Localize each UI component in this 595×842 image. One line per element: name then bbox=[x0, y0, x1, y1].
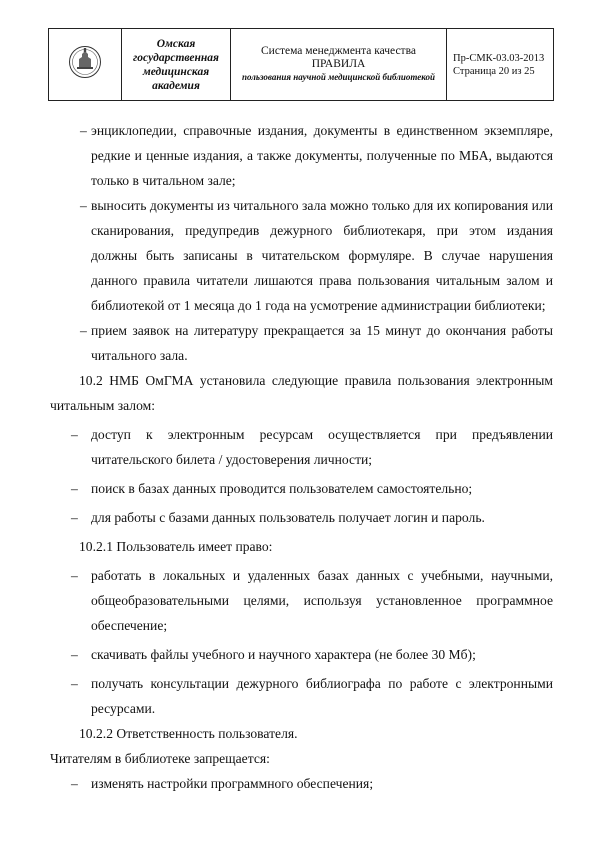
list-item bbox=[50, 505, 553, 530]
list-item bbox=[50, 771, 553, 796]
list-item-text: выносить документы из читального зала можно только для их копирования или сканирования, предупредив дежурного библиотекаря, при этом издания должны быть записаны в читательском формуляре. В случае нарушения данного правила читатели лишаются права пользования читальным залом и библиотекой от 1 месяца до 1 года на усмотрение администрации библиотеки; bbox=[91, 198, 553, 313]
list-item-text: для работы с базами данных пользователь получает логин и пароль. bbox=[91, 510, 485, 525]
doc-code: Пр-СМК-03.03-2013 bbox=[453, 52, 545, 64]
dash-marker: – bbox=[71, 568, 78, 583]
dash-marker: – bbox=[71, 776, 78, 791]
page-info: Страница 20 из 25 bbox=[453, 65, 535, 77]
paragraph: 10.2 НМБ ОмГМА установила следующие правила пользования электронным читальным залом: bbox=[50, 373, 553, 413]
dash-marker: – bbox=[71, 647, 78, 662]
dash-marker: – bbox=[80, 198, 87, 213]
doc-subtitle: пользования научной медицинской библиотекой bbox=[242, 72, 435, 82]
paragraph: 10.2.2 Ответственность пользователя. bbox=[79, 726, 298, 741]
list-item bbox=[50, 563, 553, 638]
list-item bbox=[50, 671, 553, 721]
organization-name: Омская государственная медицинская академия bbox=[122, 29, 231, 101]
paragraph: Читателям в библиотеке запрещается: bbox=[50, 751, 270, 766]
document-title-cell bbox=[231, 29, 447, 101]
doc-info-cell bbox=[447, 29, 554, 101]
academy-emblem-icon bbox=[68, 45, 102, 79]
doc-title: ПРАВИЛА bbox=[311, 58, 366, 70]
dash-marker: – bbox=[71, 427, 78, 442]
list-item-text: энциклопедии, справочные издания, документы в единственном экземпляре, редкие и ценные издания, а также документы, полученные по МБА, выдаются только в читальном зале; bbox=[91, 123, 553, 188]
list-item bbox=[50, 118, 553, 193]
logo-cell bbox=[49, 29, 122, 101]
document-body bbox=[50, 118, 553, 796]
list-item-text: доступ к электронным ресурсам осуществляется при предъявлении читательского билета / удостоверения личности; bbox=[91, 427, 553, 467]
list-item bbox=[50, 422, 553, 472]
list-item-text: получать консультации дежурного библиографа по работе с электронными ресурсами. bbox=[91, 676, 553, 716]
dash-marker: – bbox=[71, 676, 78, 691]
list-item bbox=[50, 476, 553, 501]
paragraph: 10.2.1 Пользователь имеет право: bbox=[79, 539, 273, 554]
list-item-text: изменять настройки программного обеспечения; bbox=[91, 776, 374, 791]
list-item-text: скачивать файлы учебного и научного характера (не более 30 Мб); bbox=[91, 647, 476, 662]
list-item-text: работать в локальных и удаленных базах данных с учебными, научными, общеобразовательными целями, используя установленное программное обеспечение; bbox=[91, 568, 553, 633]
dash-marker: – bbox=[71, 510, 78, 525]
dash-marker: – bbox=[71, 481, 78, 496]
document-header bbox=[48, 28, 554, 101]
dash-marker: – bbox=[80, 323, 87, 338]
list-item-text: прием заявок на литературу прекращается за 15 минут до окончания работы читального зала. bbox=[91, 323, 553, 363]
list-item bbox=[50, 193, 553, 318]
dash-marker: – bbox=[80, 123, 87, 138]
list-item bbox=[50, 318, 553, 368]
system-title: Система менеджмента качества bbox=[261, 45, 416, 57]
list-item-text: поиск в базах данных проводится пользователем самостоятельно; bbox=[91, 481, 473, 496]
list-item bbox=[50, 642, 553, 667]
